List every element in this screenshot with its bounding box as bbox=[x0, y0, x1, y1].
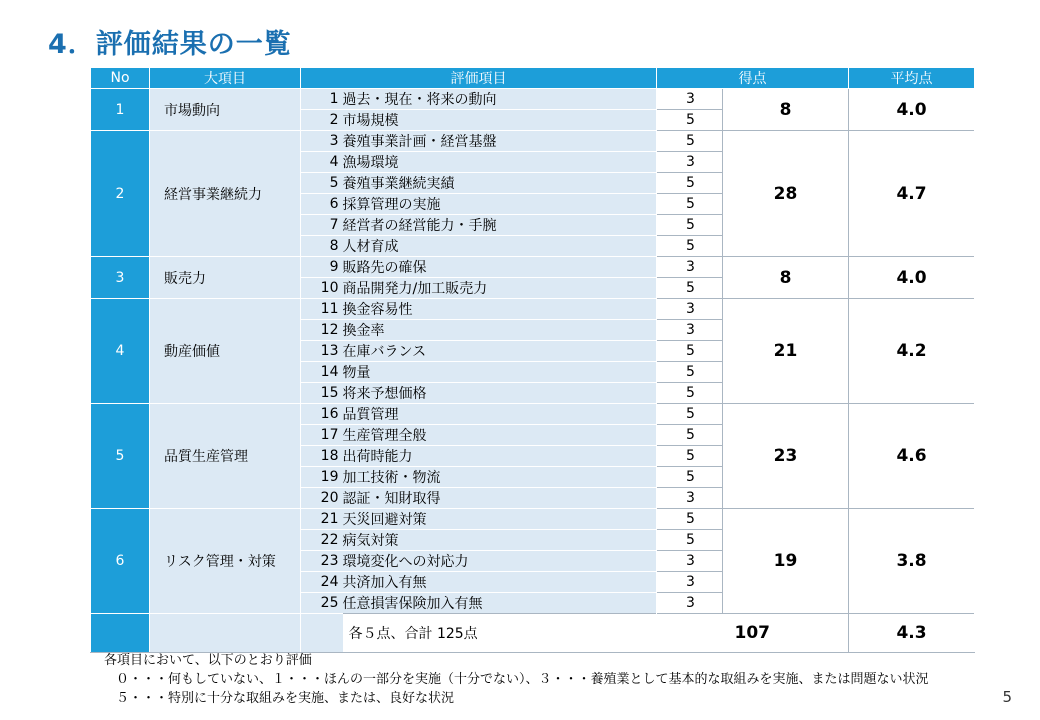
item-score: 5 bbox=[657, 530, 723, 551]
group-average: 4.6 bbox=[849, 404, 975, 509]
table-row bbox=[91, 89, 975, 110]
item-label: 生産管理全般 bbox=[343, 425, 657, 446]
item-score: 5 bbox=[657, 215, 723, 236]
item-label: 共済加入有無 bbox=[343, 572, 657, 593]
item-number: 7 bbox=[301, 215, 343, 236]
item-label: 物量 bbox=[343, 362, 657, 383]
item-label: 漁場環境 bbox=[343, 152, 657, 173]
grand-total: 107 bbox=[657, 614, 849, 653]
page-title: 4．評価結果の一覧 bbox=[48, 29, 292, 60]
group-average: 4.0 bbox=[849, 89, 975, 131]
total-number-cell bbox=[301, 614, 343, 653]
item-score: 3 bbox=[657, 572, 723, 593]
item-score: 3 bbox=[657, 488, 723, 509]
item-number: 18 bbox=[301, 446, 343, 467]
group-total: 8 bbox=[723, 257, 849, 299]
item-number: 3 bbox=[301, 131, 343, 152]
item-label: 換金容易性 bbox=[343, 299, 657, 320]
item-score: 3 bbox=[657, 593, 723, 614]
table-row bbox=[91, 131, 975, 152]
item-label: 換金率 bbox=[343, 320, 657, 341]
item-label: 在庫バランス bbox=[343, 341, 657, 362]
item-label: 加工技術・物流 bbox=[343, 467, 657, 488]
item-number: 6 bbox=[301, 194, 343, 215]
table-body bbox=[91, 89, 975, 653]
item-label: 環境変化への対応力 bbox=[343, 551, 657, 572]
table-header-row bbox=[91, 68, 975, 89]
total-label: 各５点、合計 125点 bbox=[343, 614, 657, 653]
item-label: 天災回避対策 bbox=[343, 509, 657, 530]
item-number: 21 bbox=[301, 509, 343, 530]
total-category-cell bbox=[150, 614, 301, 653]
item-number: 10 bbox=[301, 278, 343, 299]
group-number: 4 bbox=[91, 299, 150, 404]
item-number: 25 bbox=[301, 593, 343, 614]
notes bbox=[104, 651, 929, 708]
item-number: 12 bbox=[301, 320, 343, 341]
item-number: 15 bbox=[301, 383, 343, 404]
item-number: 9 bbox=[301, 257, 343, 278]
item-label: 養殖事業計画・経営基盤 bbox=[343, 131, 657, 152]
table-row bbox=[91, 257, 975, 278]
item-label: 採算管理の実施 bbox=[343, 194, 657, 215]
header-no: No bbox=[91, 68, 150, 89]
header-average: 平均点 bbox=[849, 68, 975, 89]
item-label: 養殖事業継続実績 bbox=[343, 173, 657, 194]
group-average: 4.0 bbox=[849, 257, 975, 299]
item-score: 5 bbox=[657, 446, 723, 467]
group-name: 経営事業継続力 bbox=[150, 131, 301, 257]
total-no-cell bbox=[91, 614, 150, 653]
item-score: 5 bbox=[657, 110, 723, 131]
item-label: 市場規模 bbox=[343, 110, 657, 131]
table-row bbox=[91, 404, 975, 425]
item-number: 5 bbox=[301, 173, 343, 194]
table-row bbox=[91, 509, 975, 530]
item-score: 5 bbox=[657, 509, 723, 530]
total-row bbox=[91, 614, 975, 653]
evaluation-table bbox=[90, 67, 975, 653]
item-label: 将来予想価格 bbox=[343, 383, 657, 404]
group-name: 動産価値 bbox=[150, 299, 301, 404]
item-score: 5 bbox=[657, 404, 723, 425]
group-number: 2 bbox=[91, 131, 150, 257]
item-score: 3 bbox=[657, 320, 723, 341]
item-number: 13 bbox=[301, 341, 343, 362]
item-label: 過去・現在・将来の動向 bbox=[343, 89, 657, 110]
item-score: 5 bbox=[657, 341, 723, 362]
header-item: 評価項目 bbox=[301, 68, 657, 89]
item-label: 人材育成 bbox=[343, 236, 657, 257]
group-average: 3.8 bbox=[849, 509, 975, 614]
item-number: 16 bbox=[301, 404, 343, 425]
group-total: 28 bbox=[723, 131, 849, 257]
item-number: 4 bbox=[301, 152, 343, 173]
item-number: 19 bbox=[301, 467, 343, 488]
group-name: 市場動向 bbox=[150, 89, 301, 131]
item-score: 5 bbox=[657, 236, 723, 257]
group-number: 5 bbox=[91, 404, 150, 509]
item-number: 17 bbox=[301, 425, 343, 446]
group-name: 販売力 bbox=[150, 257, 301, 299]
item-number: 14 bbox=[301, 362, 343, 383]
group-number: 6 bbox=[91, 509, 150, 614]
item-score: 5 bbox=[657, 467, 723, 488]
table-row bbox=[91, 299, 975, 320]
item-label: 病気対策 bbox=[343, 530, 657, 551]
item-number: 22 bbox=[301, 530, 343, 551]
item-number: 2 bbox=[301, 110, 343, 131]
item-label: 任意損害保険加入有無 bbox=[343, 593, 657, 614]
item-score: 5 bbox=[657, 362, 723, 383]
item-label: 品質管理 bbox=[343, 404, 657, 425]
group-name: 品質生産管理 bbox=[150, 404, 301, 509]
group-total: 21 bbox=[723, 299, 849, 404]
item-score: 3 bbox=[657, 257, 723, 278]
note-line: ５・・・特別に十分な取組みを実施、または、良好な状況 bbox=[116, 691, 455, 706]
item-score: 5 bbox=[657, 194, 723, 215]
item-score: 5 bbox=[657, 425, 723, 446]
item-label: 販路先の確保 bbox=[343, 257, 657, 278]
note-line: ０・・・何もしていない、１・・・ほんの一部分を実施（十分でない）、３・・・養殖業として基本的な取組みを実施、または問題ない状況 bbox=[116, 672, 929, 687]
note-line: 各項目において、以下のとおり評価 bbox=[104, 653, 312, 668]
group-average: 4.7 bbox=[849, 131, 975, 257]
grand-average: 4.3 bbox=[849, 614, 975, 653]
item-label: 経営者の経営能力・手腕 bbox=[343, 215, 657, 236]
item-number: 23 bbox=[301, 551, 343, 572]
item-score: 5 bbox=[657, 131, 723, 152]
item-number: 8 bbox=[301, 236, 343, 257]
group-total: 23 bbox=[723, 404, 849, 509]
group-total: 8 bbox=[723, 89, 849, 131]
group-total: 19 bbox=[723, 509, 849, 614]
item-number: 1 bbox=[301, 89, 343, 110]
group-average: 4.2 bbox=[849, 299, 975, 404]
group-number: 1 bbox=[91, 89, 150, 131]
item-score: 5 bbox=[657, 173, 723, 194]
item-score: 5 bbox=[657, 383, 723, 404]
header-category: 大項目 bbox=[150, 68, 301, 89]
item-number: 20 bbox=[301, 488, 343, 509]
item-number: 11 bbox=[301, 299, 343, 320]
group-name: リスク管理・対策 bbox=[150, 509, 301, 614]
item-number: 24 bbox=[301, 572, 343, 593]
item-label: 認証・知財取得 bbox=[343, 488, 657, 509]
item-score: 3 bbox=[657, 551, 723, 572]
header-score: 得点 bbox=[657, 68, 849, 89]
item-score: 3 bbox=[657, 152, 723, 173]
page-number: 5 bbox=[1002, 688, 1012, 706]
group-number: 3 bbox=[91, 257, 150, 299]
item-score: 5 bbox=[657, 278, 723, 299]
item-label: 商品開発力/加工販売力 bbox=[343, 278, 657, 299]
item-score: 3 bbox=[657, 89, 723, 110]
item-label: 出荷時能力 bbox=[343, 446, 657, 467]
item-score: 3 bbox=[657, 299, 723, 320]
